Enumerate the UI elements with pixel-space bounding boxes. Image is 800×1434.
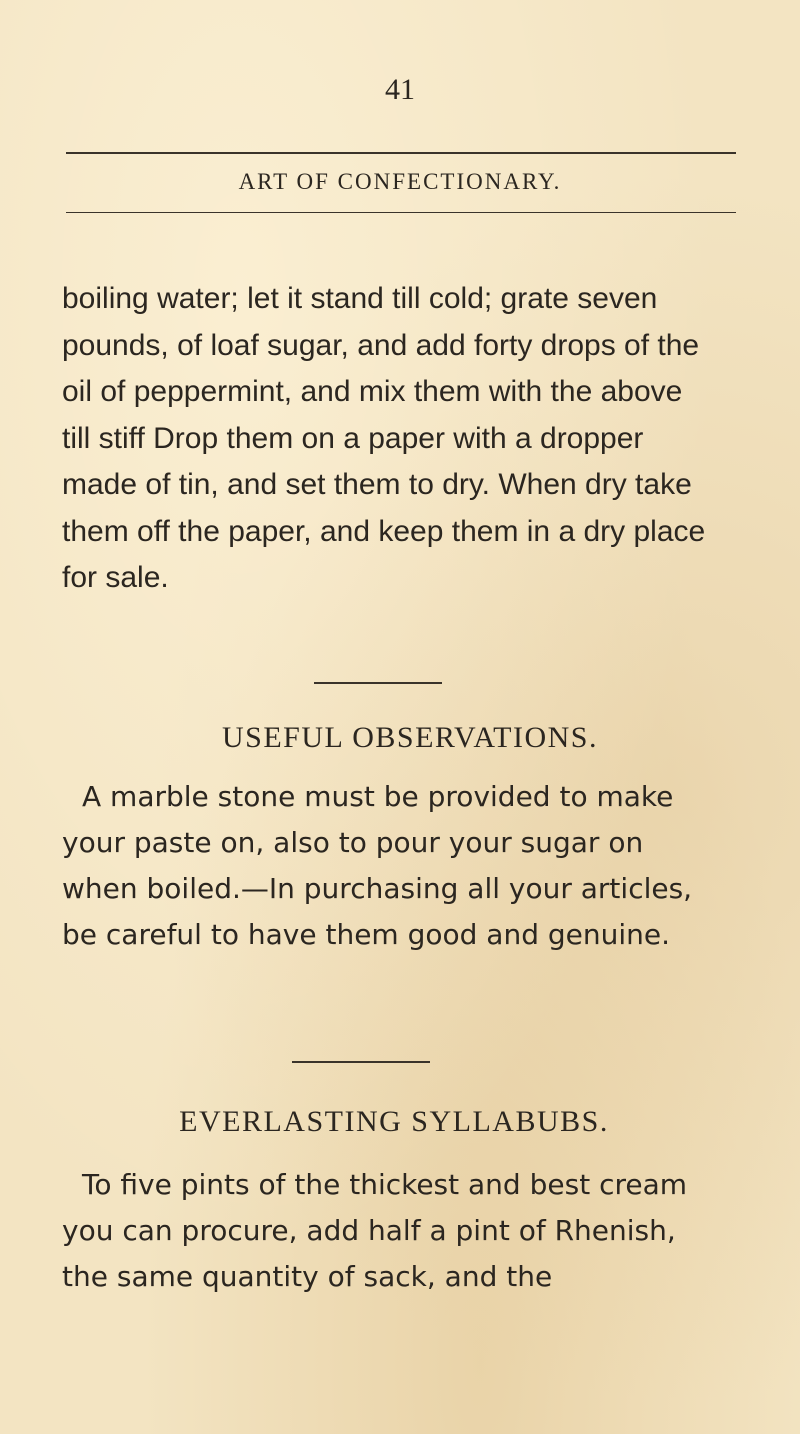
paragraph-everlasting-syllabubs bbox=[62, 1162, 714, 1300]
heading-useful-observations: USEFUL OBSERVATIONS. bbox=[222, 721, 598, 754]
header-rule-bottom bbox=[66, 212, 736, 213]
paragraph-useful-observations-text: A marble stone must be provided to make your paste on, also to pour your sugar on when boiled.—In purchasing all your articles, be careful to have them good and genuine. bbox=[62, 780, 693, 951]
heading-everlasting-syllabubs: EVERLASTING SYLLABUBS. bbox=[179, 1105, 609, 1138]
section-separator bbox=[314, 682, 442, 684]
paragraph-useful-observations bbox=[62, 774, 714, 958]
section-separator bbox=[292, 1061, 430, 1063]
running-head: ART OF CONFECTIONARY. bbox=[238, 169, 562, 194]
page-number: 41 bbox=[385, 73, 415, 106]
paragraph-everlasting-syllabubs-text: To five pints of the thickest and best cream you can procure, add half a pint of Rhenish, the same quantity of sack, and the bbox=[62, 1168, 688, 1293]
paragraph-peppermint-drops: boiling water; let it stand till cold; grate seven pounds, of loaf sugar, and add forty drops of the oil of peppermint, and mix them with the above till stiff Drop them on a paper with a dropper made of tin, and set them to dry. When dry take them off the paper, and keep them in a dry place for sale. bbox=[62, 282, 706, 594]
header-rule-top bbox=[66, 152, 736, 154]
